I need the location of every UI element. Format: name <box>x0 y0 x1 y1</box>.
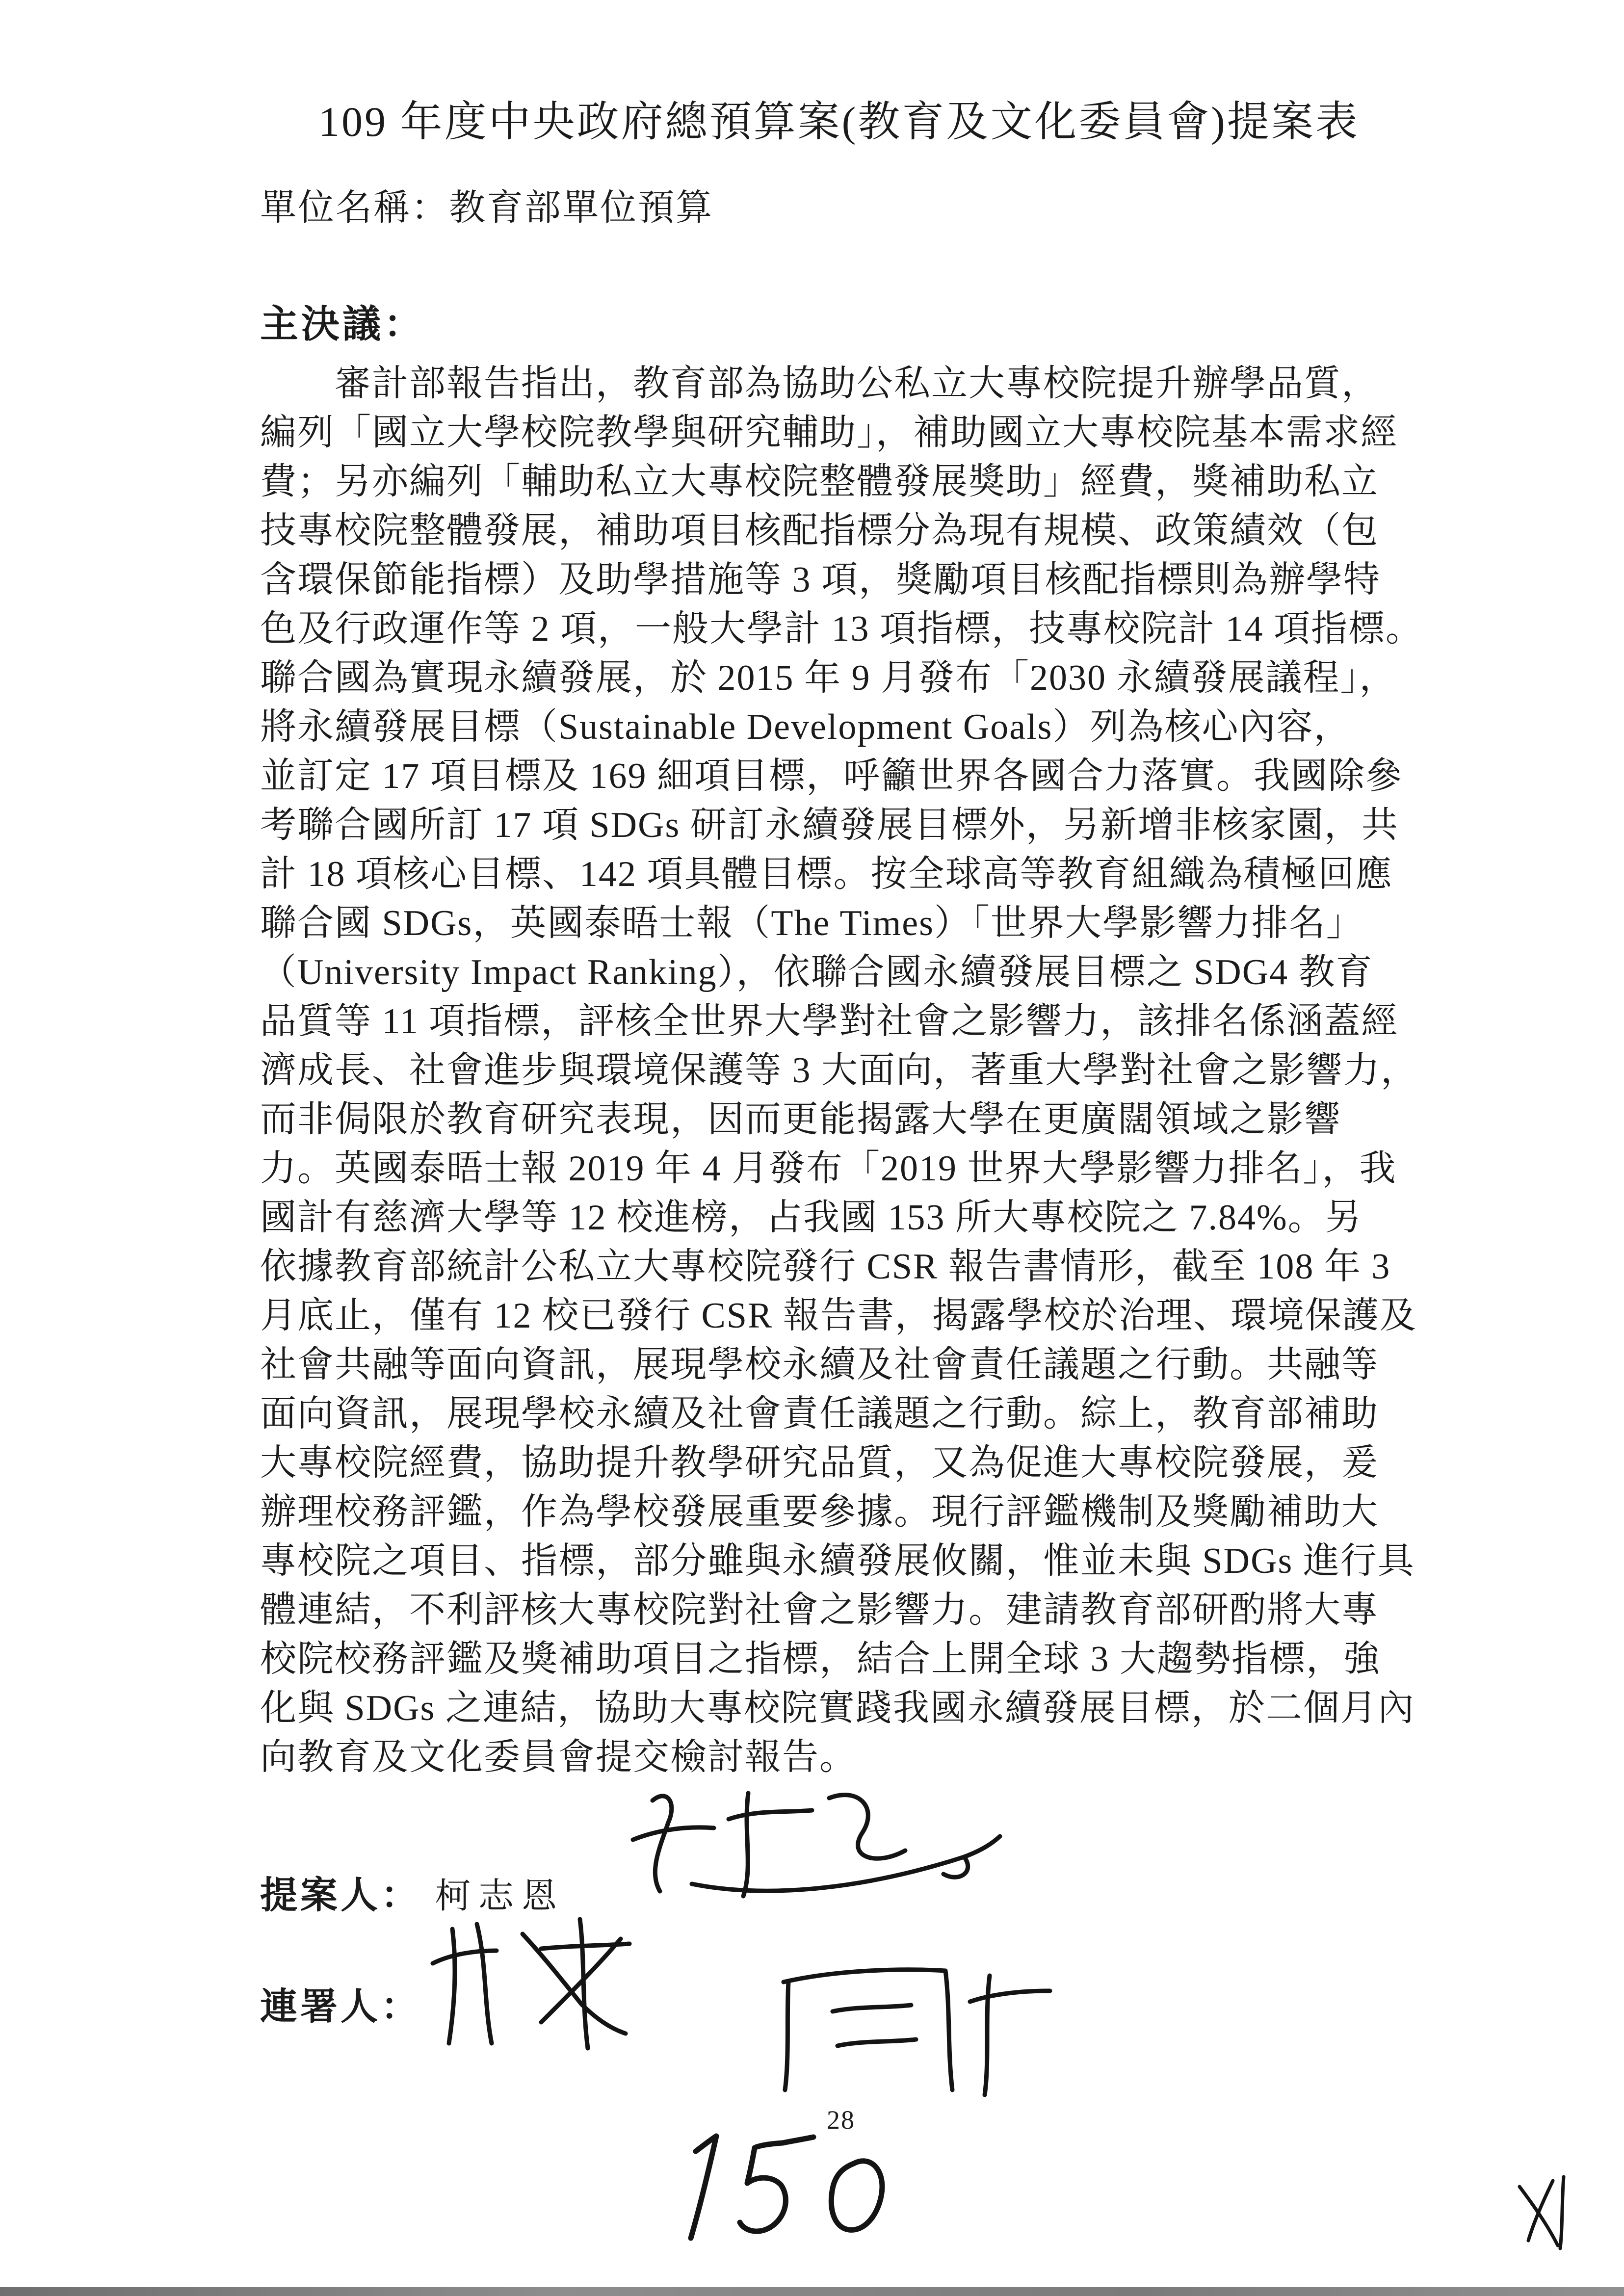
body-line: 色及行政運作等 2 項，一般大學計 13 項指標，技專校院計 14 項指標。 <box>260 609 1423 649</box>
body-line: 力。英國泰晤士報 2019 年 4 月發布「2019 世界大學影響力排名」，我 <box>260 1148 1397 1189</box>
cosigner-label: 連署人： <box>260 1986 421 2028</box>
body-line: 而非侷限於教育研究表現，因而更能揭露大學在更廣闊領域之影響 <box>260 1099 1341 1140</box>
body-line: 品質等 11 項指標，評核全世界大學對社會之影響力，該排名係涵蓋經 <box>260 1001 1399 1042</box>
body-line: 社會共融等面向資訊，展現學校永續及社會責任議題之行動。共融等 <box>260 1345 1379 1385</box>
body-line: 依據教育部統計公私立大專校院發行 CSR 報告書情形，截至 108 年 3 <box>260 1247 1391 1287</box>
body-line: 費；另亦編列「輔助私立大專校院整體發展獎助」經費，獎補助私立 <box>260 462 1379 502</box>
unit-name-line: 單位名稱：教育部單位預算 <box>260 188 713 228</box>
body-line: 聯合國為實現永續發展，於 2015 年 9 月發布「2030 永續發展議程」， <box>260 658 1397 698</box>
body-line: 聯合國 SDGs，英國泰晤士報（The Times）「世界大學影響力排名」 <box>260 903 1363 943</box>
document-content <box>260 0 1423 2030</box>
body-line: 大專校院經費，協助提升教學研究品質，又為促進大專校院發展，爰 <box>260 1443 1379 1483</box>
cosigner-row <box>260 1977 1418 2030</box>
body-line: 國計有慈濟大學等 12 校進榜，占我國 153 所大專校院之 7.84%。另 <box>260 1198 1362 1238</box>
body-line: （University Impact Ranking），依聯合國永續發展目標之 SDG4 教育 <box>260 952 1373 992</box>
proposer-name: 柯志恩 <box>435 1877 565 1916</box>
body-line: 審計部報告指出，教育部為協助公私立大專校院提升辦學品質， <box>260 364 1379 404</box>
body-line: 將永續發展目標（Sustainable Development Goals）列為核心內容， <box>260 707 1351 747</box>
scan-edge-bottom <box>0 2287 1624 2296</box>
body-line: 並訂定 17 項目標及 169 細項目標，呼籲世界各國合力落實。我國除參 <box>260 756 1403 796</box>
section-heading: 主決議： <box>260 303 425 345</box>
proposer-row <box>260 1865 1418 1919</box>
body-line: 專校院之項目、指標，部分雖與永續發展攸關，惟並未與 SDGs 進行具 <box>260 1541 1415 1581</box>
body-line: 編列「國立大學校院教學與研究輔助」，補助國立大專校院基本需求經 <box>260 413 1398 453</box>
body-line: 技專校院整體發展，補助項目核配指標分為現有規模、政策績效（包 <box>260 511 1379 551</box>
body-line: 月底止，僅有 12 校已發行 CSR 報告書，揭露學校於治理、環境保護及 <box>260 1296 1417 1336</box>
body-line: 考聯合國所訂 17 項 SDGs 研訂永續發展目標外，另新增非核家園，共 <box>260 805 1399 845</box>
body-line: 向教育及文化委員會提交檢討報告。 <box>260 1737 857 1777</box>
body-line: 化與 SDGs 之連結，協助大專校院實踐我國永續發展目標，於二個月內 <box>260 1688 1415 1728</box>
body-line: 含環保節能指標）及助學措施等 3 項，獎勵項目核配指標則為辦學特 <box>260 560 1381 600</box>
body-line: 校院校務評鑑及獎補助項目之指標，結合上開全球 3 大趨勢指標，強 <box>260 1639 1381 1679</box>
body-line: 面向資訊，展現學校永續及社會責任議題之行動。綜上，教育部補助 <box>260 1394 1379 1434</box>
body-line: 濟成長、社會進步與環境保護等 3 大面向，著重大學對社會之影響力， <box>260 1050 1418 1091</box>
body-line: 計 18 項核心目標、142 項具體目標。按全球高等教育組織為積極回應 <box>260 854 1393 894</box>
resolution-paragraph <box>260 359 1423 1782</box>
page-number: 28 <box>827 2105 855 2135</box>
page-title: 109 年度中央政府總預算案(教育及文化委員會)提案表 <box>318 98 1360 145</box>
body-line: 體連結，不利評核大專校院對社會之影響力。建請教育部研酌將大專 <box>260 1590 1379 1630</box>
body-line: 辦理校務評鑑，作為學校發展重要參據。現行評鑑機制及獎勵補助大 <box>260 1492 1379 1532</box>
margin-handwritten-mark <box>1509 2166 1572 2254</box>
handwritten-number-150 <box>657 2129 903 2252</box>
proposer-label: 提案人： <box>260 1875 421 1916</box>
